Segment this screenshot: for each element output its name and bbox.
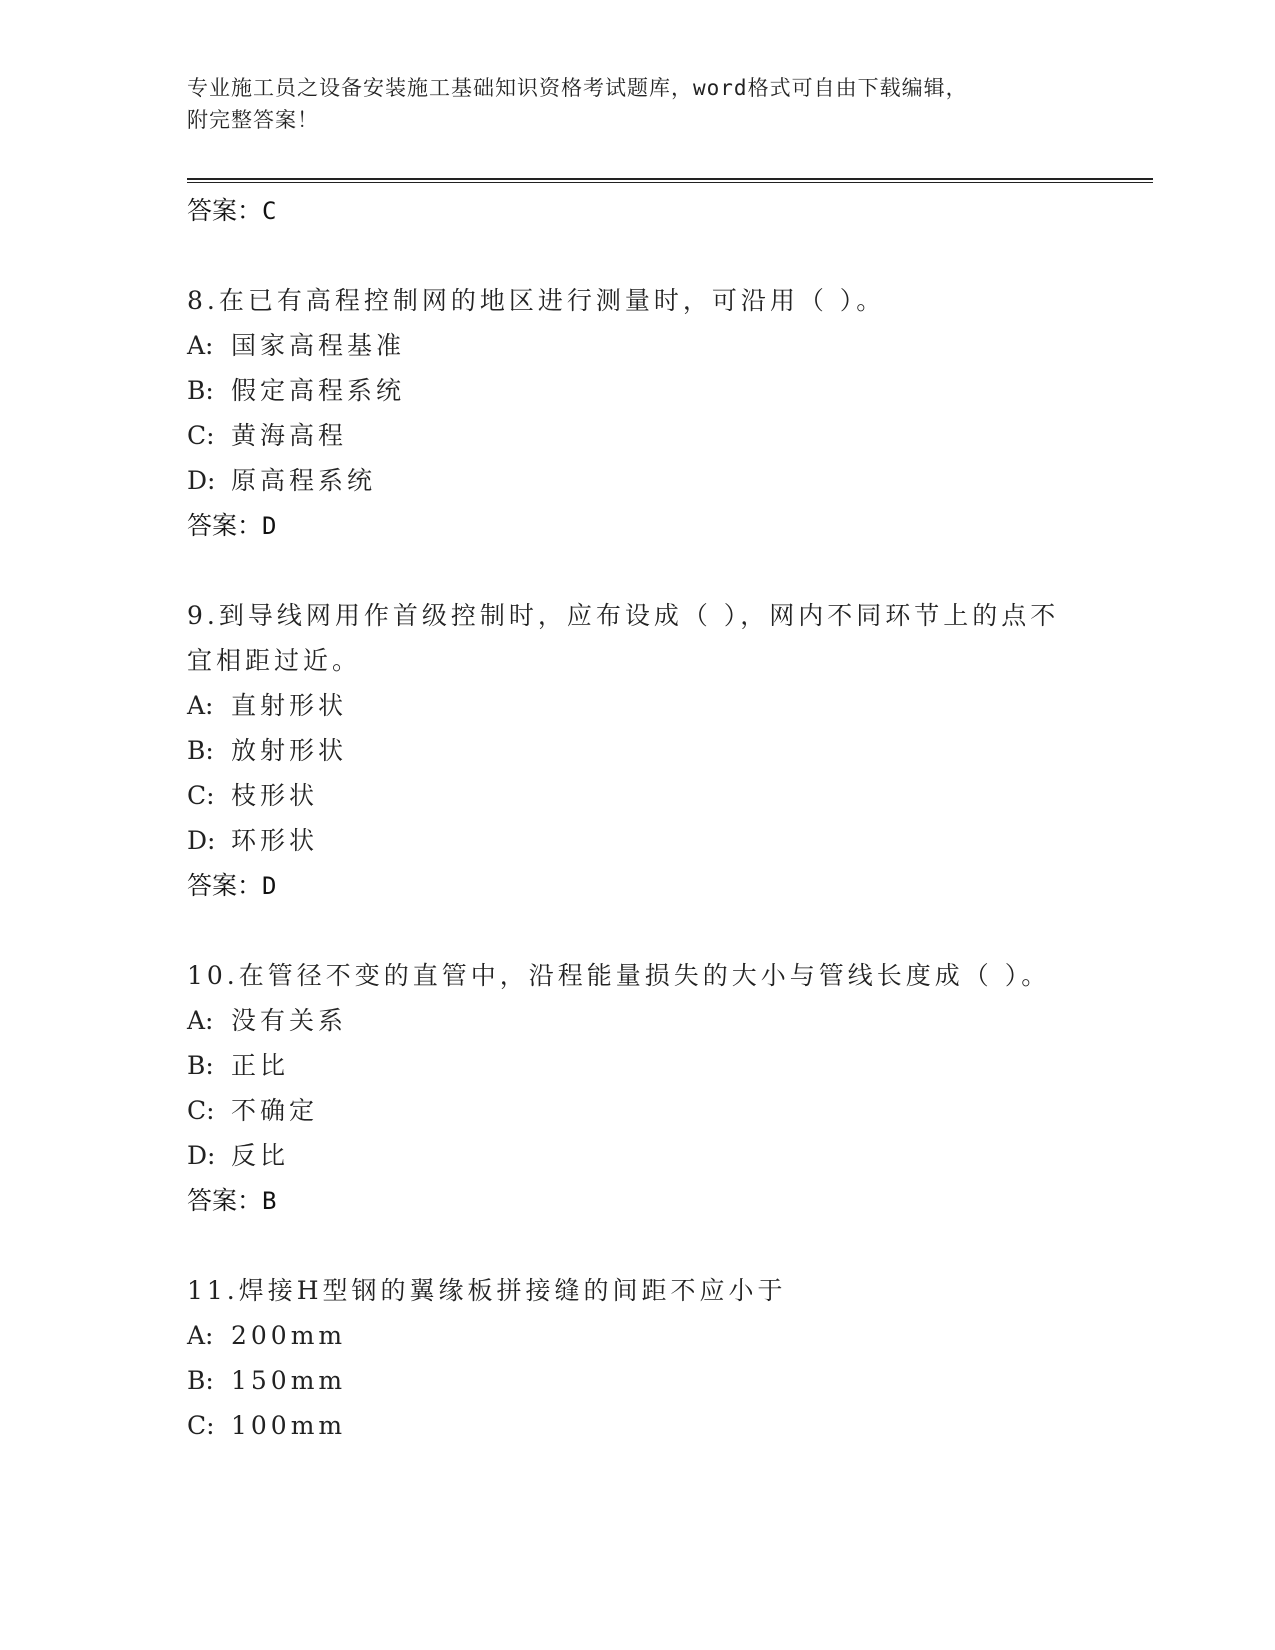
spacer: [187, 548, 1153, 593]
answer-value: B: [262, 1187, 277, 1215]
answer-line: [187, 1178, 1153, 1223]
header-divider-thin: [187, 182, 1153, 183]
option-text: 正比: [231, 1051, 290, 1080]
answer-line: [187, 503, 1153, 548]
option-key: C:: [187, 1096, 215, 1125]
answer-value: C: [262, 197, 277, 225]
question-stem: 11.焊接H型钢的翼缘板拼接缝的间距不应小于: [187, 1276, 787, 1305]
option-c: [187, 413, 1153, 458]
option-key: D:: [187, 1141, 216, 1170]
document-header: [187, 72, 1067, 136]
option-c: [187, 1088, 1153, 1133]
option-key: B:: [187, 376, 214, 405]
option-b: [187, 728, 1153, 773]
option-b: [187, 1043, 1153, 1088]
option-d: [187, 818, 1153, 863]
option-text: 反比: [231, 1141, 290, 1170]
option-key: A:: [187, 331, 214, 360]
option-a: [187, 1313, 1153, 1358]
answer-line: [187, 863, 1153, 908]
document-page: [187, 0, 1153, 1650]
option-key: A:: [187, 691, 214, 720]
option-key: B:: [187, 1051, 214, 1080]
option-b: [187, 368, 1153, 413]
option-text: 原高程系统: [231, 466, 377, 495]
option-c: [187, 773, 1153, 818]
option-d: [187, 458, 1153, 503]
option-key: C:: [187, 421, 215, 450]
question-stem: 10.在管径不变的直管中，沿程能量损失的大小与管线长度成（ ）。: [187, 961, 1051, 990]
answer-value: D: [262, 872, 277, 900]
answer-label: 答案：: [187, 511, 263, 540]
option-text: 黄海高程: [231, 421, 348, 450]
option-text: 放射形状: [231, 736, 348, 765]
option-c: [187, 1403, 1153, 1448]
option-key: A:: [187, 1006, 214, 1035]
question-stem: 9.到导线网用作首级控制时，应布设成（ ），网内不同环节上的点不宜相距过近。: [187, 601, 1060, 675]
option-text: 100mm: [231, 1411, 347, 1440]
option-b: [187, 1358, 1153, 1403]
header-line-1: 专业施工员之设备安装施工基础知识资格考试题库，word格式可自由下载编辑，: [187, 76, 968, 100]
option-text: 国家高程基准: [231, 331, 406, 360]
option-key: B:: [187, 1366, 214, 1395]
answer-label: 答案：: [187, 1186, 263, 1215]
question-list: [187, 188, 1153, 1448]
option-key: D:: [187, 466, 216, 495]
option-text: 150mm: [231, 1366, 347, 1395]
option-text: 环形状: [231, 826, 319, 855]
answer-label: 答案：: [187, 871, 263, 900]
spacer: [187, 1223, 1153, 1268]
option-key: C:: [187, 1411, 215, 1440]
previous-answer: [187, 188, 1153, 233]
question-stem: 8.在已有高程控制网的地区进行测量时，可沿用（ ）。: [187, 286, 886, 315]
option-key: C:: [187, 781, 215, 810]
option-a: [187, 998, 1153, 1043]
option-text: 不确定: [231, 1096, 319, 1125]
option-d: [187, 1133, 1153, 1178]
answer-value: D: [262, 512, 277, 540]
option-a: [187, 683, 1153, 728]
option-key: D:: [187, 826, 216, 855]
spacer: [187, 908, 1153, 953]
option-key: B:: [187, 736, 214, 765]
option-text: 200mm: [231, 1321, 347, 1350]
option-key: A:: [187, 1321, 214, 1350]
header-divider-thick: [187, 178, 1153, 180]
answer-label: 答案：: [187, 196, 263, 225]
option-text: 没有关系: [231, 1006, 348, 1035]
option-text: 假定高程系统: [231, 376, 406, 405]
option-text: 直射形状: [231, 691, 348, 720]
option-text: 枝形状: [231, 781, 319, 810]
option-a: [187, 323, 1153, 368]
spacer: [187, 233, 1153, 278]
header-line-2: 附完整答案！: [187, 108, 319, 132]
